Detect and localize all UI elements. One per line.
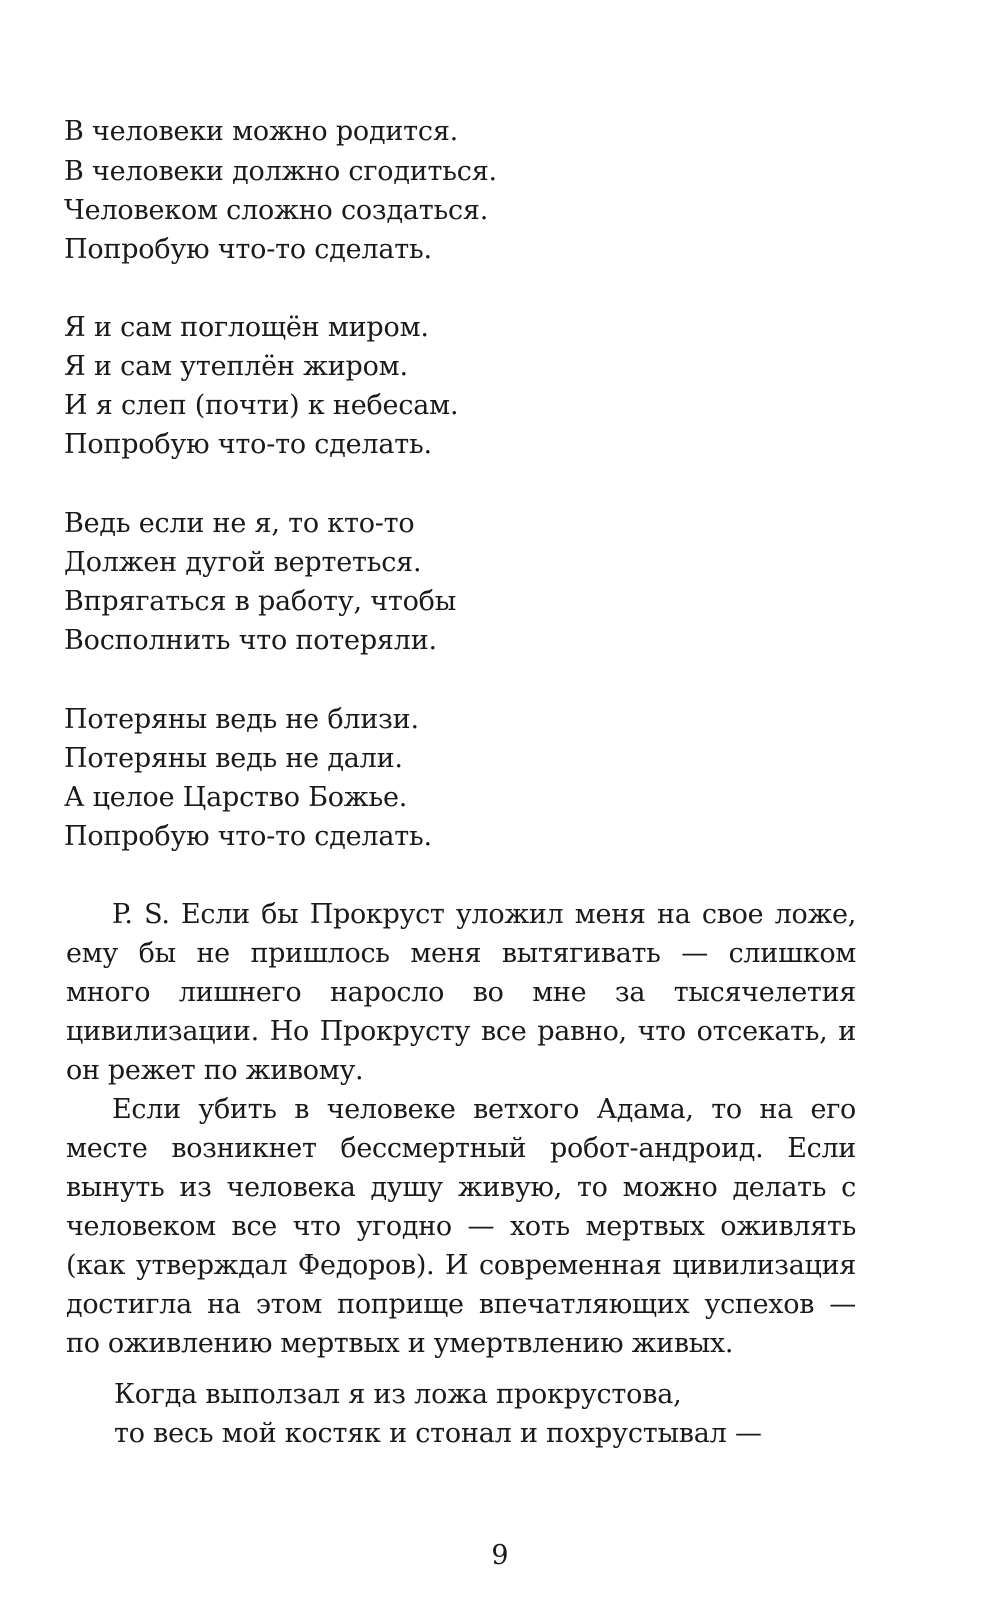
poem-line: Человеком сложно создаться.	[64, 195, 489, 226]
poem-line: И я слеп (почти) к небесам.	[64, 390, 459, 421]
postscript-paragraph: P. S. Если бы Прокруст уложил меня на свое ложе, ему бы не пришлось меня вытягивать — слишком много лишнего наросло во мне за тысячелетия цивилизации. Но Прокрусту все равно, что отсекать, и он режет по живому.	[66, 899, 856, 1086]
page-number: 9	[491, 1540, 509, 1571]
poem-line: Ведь если не я, то кто-то	[64, 508, 415, 539]
poem-line: Потеряны ведь не близи.	[64, 704, 419, 735]
poem-line: Впрягаться в работу, чтобы	[64, 586, 457, 617]
poem-line: В человеки можно родится.	[64, 116, 459, 147]
poem-line: Попробую что-то сделать.	[64, 821, 432, 852]
poem-line: А целое Царство Божье.	[64, 782, 408, 813]
poem-line: Попробую что-то сделать.	[64, 429, 432, 460]
poem-line: Попробую что-то сделать.	[64, 234, 432, 265]
closing-verse-line: то весь мой костяк и стонал и похрустывал —	[114, 1418, 762, 1449]
closing-verse-line: Когда выползал я из ложа прокрустова,	[114, 1379, 682, 1410]
postscript-paragraph: Если убить в человеке ветхого Адама, то на его месте возникнет бессмертный робот-андроид. Если вынуть из человека душу живую, то можно делать с человеком все что угодно — хоть мертвых оживлять (как утверждал Федоров). И современная цивилизация достигла на этом поприще впечатляющих успехов — по оживлению мертвых и умертвлению живых.	[66, 1094, 856, 1359]
poem-line: Восполнить что потеряли.	[64, 625, 437, 656]
poem-line: В человеки должно сгодиться.	[64, 156, 497, 187]
poem-line: Потеряны ведь не дали.	[64, 743, 403, 774]
poem-line: Должен дугой вертеться.	[64, 547, 422, 578]
poem-line: Я и сам поглощён миром.	[64, 312, 429, 343]
postscript	[66, 895, 856, 1363]
poem-line: Я и сам утеплён жиром.	[64, 351, 408, 382]
